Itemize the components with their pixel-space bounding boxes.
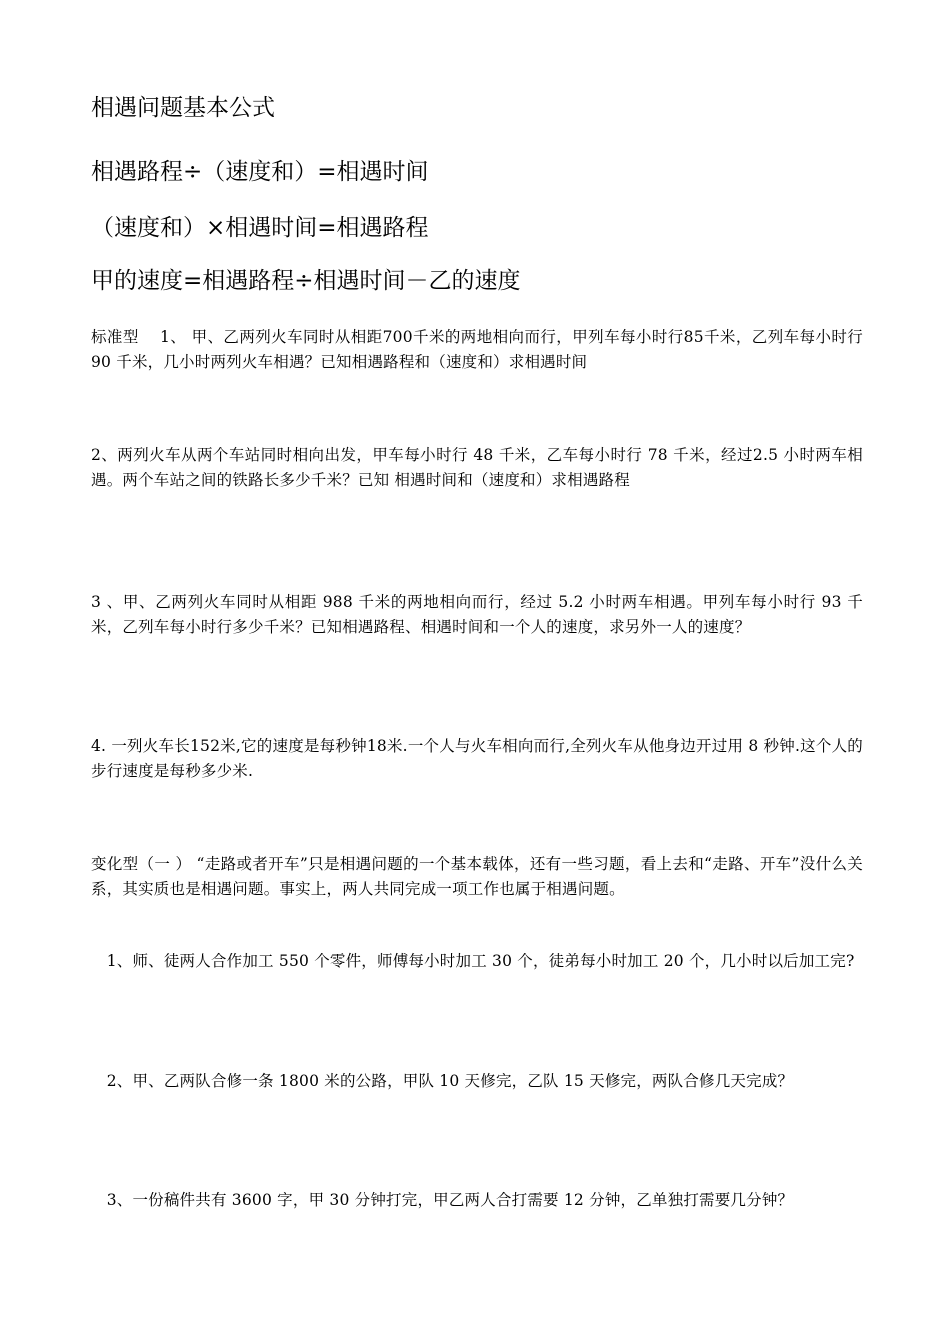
variation-intro: 变化型（一 ） “走路或者开车”只是相遇问题的一个基本载体，还有一些习题，看上去和“走路、开车”没什么关系，其实质也是相遇问题。事实上，两人共同完成一项工作也属于相遇问题。	[91, 855, 863, 898]
standard-question-3: 3 、甲、乙两列火车同时从相距 988 千米的两地相向而行，经过 5.2 小时两车相遇。甲列车每小时行 93 千米，乙列车每小时行多少千米？已知相遇路程、相遇时间和一个人的速度，求另外一人的速度？	[91, 593, 863, 636]
standard-question-4: 4. 一列火车长152米,它的速度是每秒钟18米.一个人与火车相向而行,全列火车从他身边开过用 8 秒钟.这个人的步行速度是每秒多少米.	[91, 737, 863, 780]
document-title: 相遇问题基本公式	[91, 95, 275, 121]
formula-meeting-time: 相遇路程÷（速度和）=相遇时间	[91, 159, 429, 185]
standard-question-2: 2、两列火车从两个车站同时相向出发，甲车每小时行 48 千米，乙车每小时行 78 千米，经过2.5 小时两车相遇。两个车站之间的铁路长多少千米？已知 相遇时间和（速度和）求相遇路程	[91, 446, 863, 489]
variation-question-1: 1、师、徒两人合作加工 550 个零件，师傅每小时加工 30 个，徒弟每小时加工 20 个，几小时以后加工完?	[91, 952, 855, 970]
formula-meeting-distance: （速度和）×相遇时间=相遇路程	[91, 215, 429, 241]
variation-question-2: 2、甲、乙两队合修一条 1800 米的公路，甲队 10 天修完，乙队 15 天修完，两队合修几天完成？	[91, 1072, 794, 1090]
variation-question-3: 3、一份稿件共有 3600 字，甲 30 分钟打完，甲乙两人合打需要 12 分钟，乙单独打需要几分钟？	[91, 1191, 794, 1209]
standard-question-1: 标准型 1、 甲、乙两列火车同时从相距700千米的两地相向而行，甲列车每小时行85千米，乙列车每小时行 90 千米，几小时两列火车相遇？已知相遇路程和（速度和）求相遇时间	[91, 328, 863, 371]
formula-speed-a: 甲的速度=相遇路程÷相遇时间－乙的速度	[91, 268, 521, 294]
